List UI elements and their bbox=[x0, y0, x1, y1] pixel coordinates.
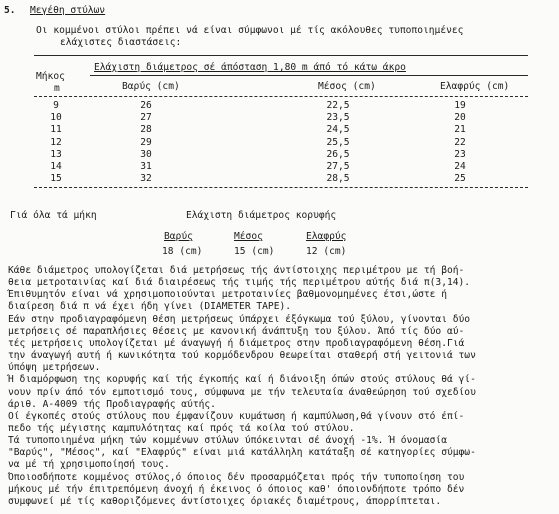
table-bottom-rule bbox=[34, 187, 528, 188]
top-header-light: Ελαφρύς bbox=[306, 231, 347, 242]
cell-heavy: 29 bbox=[140, 136, 152, 148]
top-header-heavy: Βαρύς bbox=[164, 231, 193, 242]
paragraph-line: Οί έγκοπές στούς στύλους που έμφανίζουν κυμάτωση ή καμπύλωση,θά γίνουν στό έπί- bbox=[8, 410, 465, 422]
table-header-rule bbox=[34, 96, 528, 97]
top-value-heavy: 18 (cm) bbox=[162, 246, 203, 257]
paragraph-line: να μέ τή χρησιμοποίησή τους. bbox=[8, 459, 170, 471]
cell-heavy: 28 bbox=[140, 124, 152, 136]
cell-heavy: 27 bbox=[140, 112, 152, 124]
paragraph-line: Ή διαμόρφωση της κορυφής καί τής έγκοπής καί ή διάνοιξη όπών στούς στύλους θά γί- bbox=[8, 374, 476, 386]
paragraph-line: Εάν στην προδιαγραφόμενη θέση μετρήσεως ύπάρχει έξόγκωμα τού ξύλου, γίνονται δύο bbox=[8, 313, 471, 325]
cell-heavy: 30 bbox=[140, 148, 152, 160]
cell-medium: 28,5 bbox=[326, 173, 350, 185]
paragraph-line: τές μετρήσεις υπολογίζεται μέ άναγωγή ή διάμετρος στην προδιαγραφόμενη θέση.Γιά bbox=[8, 337, 465, 349]
paragraph-line: Κάθε διάμετρος υπολογίζεται διά μετρήσεως τής άντίστοιχης περιμέτρου με τή βοή- bbox=[8, 265, 465, 276]
col-header-medium: Μέσος (cm) bbox=[318, 81, 376, 92]
paragraph-line: διαίρεση διά π νά έχει ήδη γίνει (DIAMETER TAPE). bbox=[8, 301, 292, 313]
intro-line-1: Οι κομμένοι στύλοι πρέπει νά είναι σύμφωνοι μέ τίς ακόλουθες τυποποιημένες bbox=[36, 25, 464, 36]
cell-light: 25 bbox=[454, 173, 466, 185]
cell-light: 22 bbox=[454, 136, 466, 148]
paragraph-line: νουν πρίν άπό τόν εμποτισμό τους, σύμφωνα με τήν τελευταία άναθεώρηση τού σχεδίου bbox=[8, 386, 476, 398]
cell-medium: 24,5 bbox=[326, 124, 350, 136]
cell-light: 19 bbox=[454, 100, 466, 111]
section-number: 5. bbox=[4, 5, 16, 16]
top-value-medium: 15 (cm) bbox=[234, 246, 275, 257]
col-header-light: Ελαφρύς (cm) bbox=[440, 81, 510, 92]
top-value-light: 12 (cm) bbox=[306, 246, 347, 257]
paragraph-line: συμφωνεί μέ τίς καθοριζόμενες άντίστοιχες όριακές διαμέτρους, άπορρίπτεται. bbox=[8, 495, 442, 507]
paragraph-line: πεδο τής μέγιστης καμπυλότητας καί πρός τά κοίλα τού στύλου. bbox=[8, 422, 355, 434]
intro-line-2: ελάχιστες διαστάσεις: bbox=[60, 37, 182, 48]
cell-medium: 25,5 bbox=[326, 136, 350, 148]
paragraph-line: θεια μετροταινίας καί διά διαιρέσεως τής τιμής τής περιμέτρου αύτής διά π(3,14). bbox=[8, 277, 471, 289]
paragraph-line: Όποιοσδήποτε κομμένος στύλος,ό όποιος δέν προσαρμόζεται πρός τήν τυποποίηση του bbox=[8, 471, 465, 483]
table-top-rule bbox=[34, 55, 528, 56]
cell-medium: 27,5 bbox=[326, 161, 350, 172]
cell-light: 20 bbox=[454, 112, 466, 124]
cell-length: 9 bbox=[53, 100, 59, 111]
cell-length: 10 bbox=[50, 112, 62, 124]
cell-heavy: 31 bbox=[140, 161, 152, 172]
cell-medium: 26,5 bbox=[326, 148, 350, 160]
all-lengths-label: Γιά όλα τά μήκη bbox=[10, 210, 97, 221]
cell-light: 23 bbox=[454, 148, 466, 160]
cell-length: 11 bbox=[50, 124, 62, 136]
paragraph-line: την άναγωγή αυτή ή κωνικότητα τού κορμόδενδρου θεωρείται σταθερή στή γειτονιά των bbox=[8, 350, 476, 362]
cell-heavy: 26 bbox=[140, 100, 152, 111]
paragraph-line: "Βαρύς", "Μέσος", καί "Ελαφρύς" είναι μιά κατάλληλη κατάταξη σέ κατηγορίες σύμφω- bbox=[8, 447, 476, 459]
table-group-rule bbox=[90, 75, 528, 76]
cell-heavy: 32 bbox=[140, 173, 152, 185]
top-diameter-title: Ελάχιστη διάμετρος κορυφής bbox=[186, 210, 337, 221]
table-group-header: Ελάχιστη διάμετρος σέ άπόσταση 1,80 m άπό τό κάτω άκρο bbox=[94, 62, 406, 73]
paragraph-line: μετρήσεις σέ παραπλήσιες θέσεις με κανονική άνάπτυξη του ξύλου. Άπό τίς δύο αύ- bbox=[8, 325, 465, 337]
cell-medium: 22,5 bbox=[326, 100, 350, 111]
cell-length: 15 bbox=[50, 173, 62, 185]
cell-light: 24 bbox=[454, 161, 466, 172]
length-unit: m bbox=[54, 83, 60, 94]
paragraph-line: Τά τυποποιημένα μήκη τών κομμένων στύλων ύπόκεινται σέ άνοχή -1%. Ή όνομασία bbox=[8, 435, 447, 447]
top-header-medium: Μέσος bbox=[234, 231, 263, 242]
cell-length: 13 bbox=[50, 148, 62, 160]
section-title: Μεγέθη στύλων bbox=[30, 5, 106, 16]
col-header-heavy: Βαρύς (cm) bbox=[122, 81, 180, 92]
cell-length: 14 bbox=[50, 161, 62, 172]
paragraph-line: Έπιθυμητόν είναι νά χρησιμοποιούνται μετροταινίες βαθμονομημένες έτσι,ώστε ή bbox=[8, 289, 447, 301]
length-header: Μήκος bbox=[36, 71, 65, 82]
paragraph-line: μήκους μέ τήν έπιτρεπόμενη άνοχή ή έκεινος ό όποιος καθ' όποιονδήποτε τρόπο δέν bbox=[8, 483, 465, 495]
cell-length: 12 bbox=[50, 136, 62, 148]
cell-light: 21 bbox=[454, 124, 466, 136]
cell-medium: 23,5 bbox=[326, 112, 350, 124]
paragraph-line: ύπόψη μετρήσεων. bbox=[8, 362, 101, 374]
paragraph-line: άριθ. Α-4009 τής Προδιαγραφής αύτής. bbox=[8, 398, 216, 410]
